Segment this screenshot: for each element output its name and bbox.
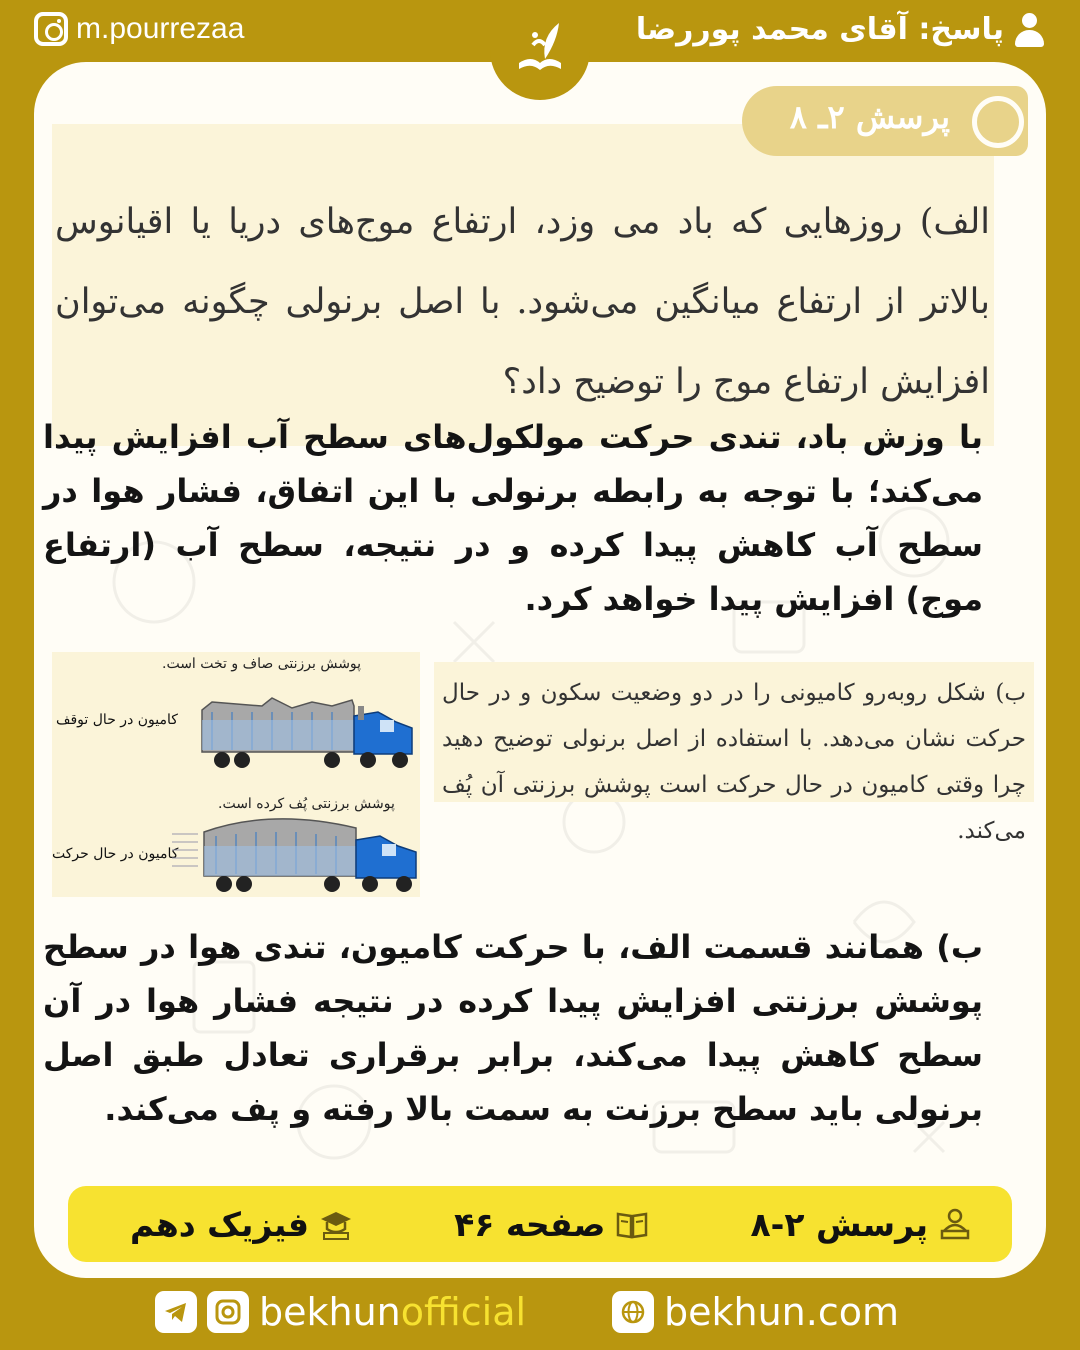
instagram-handle[interactable] — [34, 12, 244, 46]
info-bar — [68, 1186, 1012, 1262]
truck-moving-icon — [172, 812, 420, 898]
social-handle[interactable] — [155, 1290, 526, 1334]
info-book — [130, 1205, 353, 1244]
instagram-handle-text: m.pourrezaa — [76, 12, 245, 45]
info-book-label: فیزیک دهم — [130, 1204, 309, 1244]
info-question-label: پرسش ۲-۸ — [750, 1204, 928, 1244]
figure-top-caption: پوشش برزنتی صاف و تخت است. — [162, 656, 362, 672]
question-part-a: الف) روزهایی که باد می وزد، ارتفاع موج‌های دریا یا اقیانوس بالاتر از ارتفاع میانگین می‌شود. با اصل برنولی چگونه می‌توان افزایش ارتفاع موج را توضیح داد؟ — [55, 202, 990, 402]
website-text: bekhun.com — [664, 1290, 899, 1334]
answer-author-text: پاسخ: آقای محمد پوررضا — [635, 12, 1004, 47]
truck-figure — [52, 652, 420, 897]
footer — [0, 1280, 1080, 1350]
question-tab — [742, 86, 1028, 156]
social-handle-prefix: bekhun — [259, 1290, 401, 1334]
user-icon — [1014, 13, 1044, 47]
question-part-b: ب) شکل روبه‌رو کامیونی را در دو وضعیت سکون و در حال حرکت نشان می‌دهد. با استفاده از اصل برنولی توضیح دهید چرا وقتی کامیون در حال حرکت است پوشش برزنتی آن پُف می‌کند. — [434, 662, 1034, 802]
content-card — [34, 62, 1046, 1278]
globe-icon — [612, 1291, 654, 1333]
instagram-footer-icon — [207, 1291, 249, 1333]
figure-bottom-caption: پوشش برزنتی پُف کرده است. — [218, 796, 395, 812]
book-feather-logo-icon — [505, 15, 575, 85]
instagram-icon — [34, 12, 68, 46]
truck-stopped-icon — [182, 682, 418, 778]
answer-part-b: ب) همانند قسمت الف، با حرکت کامیون، تندی هوا در سطح پوشش برزنتی افزایش پیدا کرده در نتیجه فشار هوا در آن سطح کاهش پیدا می‌کند، برابر برقراری تعادل طبق اصل برنولی باید سطح برزنت به سمت بالا رفته و پف می‌کند. — [43, 928, 983, 1128]
info-page — [454, 1205, 649, 1244]
bekhun-logo — [490, 0, 590, 100]
telegram-icon — [155, 1291, 197, 1333]
answer-author — [636, 12, 1044, 47]
figure-bottom-label: کامیون در حال حرکت — [52, 846, 179, 862]
info-question — [750, 1205, 972, 1244]
answer-part-a: با وزش باد، تندی حرکت مولکول‌های سطح آب افزایش پیدا می‌کند؛ با توجه به رابطه برنولی با این اتفاق، فشار هوا در سطح آب کاهش پیدا کرده و در نتیجه، سطح آب (ارتفاع موج) افزایش پیدا خواهد کرد. — [43, 418, 983, 618]
website-link[interactable] — [612, 1290, 899, 1334]
figure-top-label: کامیون در حال توقف — [56, 712, 178, 728]
info-page-label: صفحه ۴۶ — [454, 1204, 606, 1244]
tab-circle-icon — [972, 96, 1024, 148]
social-handle-suffix: official — [400, 1290, 527, 1334]
open-book-icon — [615, 1207, 649, 1241]
question-tab-label: پرسش ۲ـ ۸ — [789, 98, 950, 136]
graduation-cap-icon — [319, 1207, 353, 1241]
social-handle-text — [259, 1290, 526, 1334]
teacher-icon — [938, 1207, 972, 1241]
